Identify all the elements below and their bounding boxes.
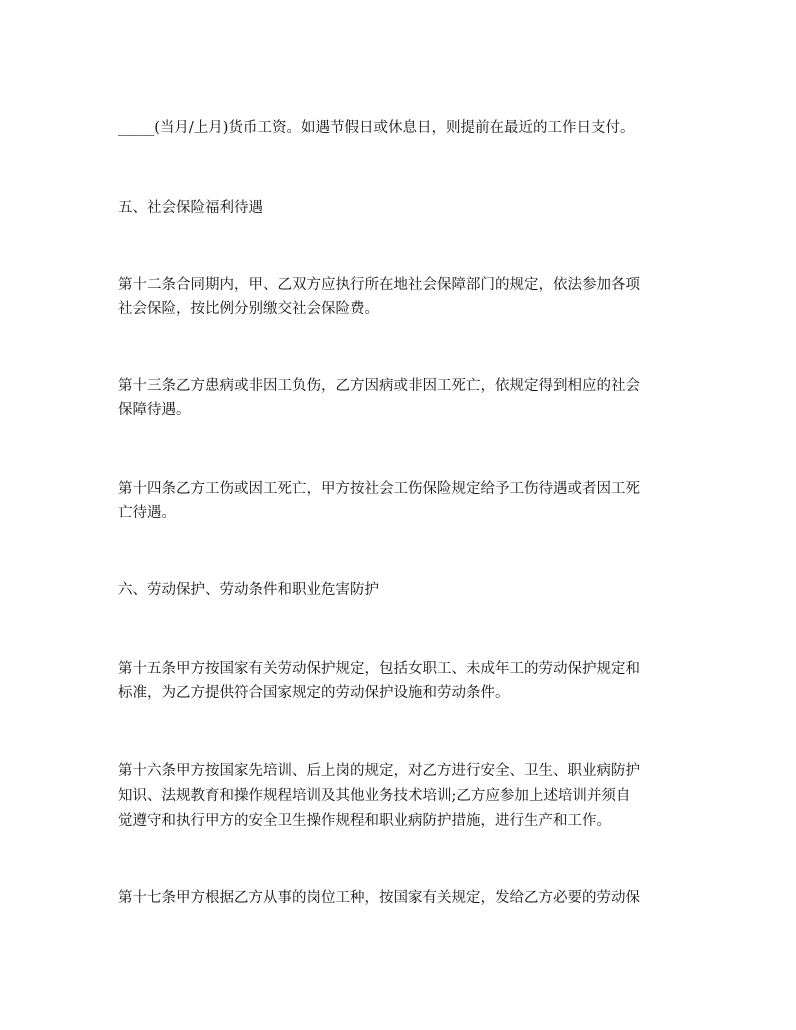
- article-12-line-1: 第十二条合同期内，甲、乙双方应执行所在地社会保障部门的规定，依法参加各项: [118, 277, 640, 293]
- article-14-line-2: 亡待遇。: [118, 505, 176, 521]
- article-17-line-1: 第十七条甲方根据乙方从事的岗位工种，按国家有关规定，发给乙方必要的劳动保: [118, 890, 640, 906]
- article-16-line-3: 觉遵守和执行甲方的安全卫生操作规程和职业病防护措施，进行生产和工作。: [118, 813, 611, 829]
- article-16-line-1: 第十六条甲方按国家先培训、后上岗的规定，对乙方进行安全、卫生、职业病防护: [118, 763, 640, 779]
- article-15-line-2: 标准，为乙方提供符合国家规定的劳动保护设施和劳动条件。: [118, 685, 510, 701]
- article-13-line-2: 保障待遇。: [118, 402, 191, 418]
- article-12-line-2: 社会保险，按比例分别缴交社会保险费。: [118, 301, 379, 317]
- article-16-line-2: 知识、法规教育和操作规程培训及其他业务技术培训;乙方应参加上述培训并须自: [118, 788, 631, 804]
- section-heading-social-insurance: 五、社会保险福利待遇: [118, 200, 263, 216]
- article-14-line-1: 第十四条乙方工伤或因工死亡，甲方按社会工伤保险规定给予工伤待遇或者因工死: [118, 481, 640, 497]
- article-15-line-1: 第十五条甲方按国家有关劳动保护规定，包括女职工、未成年工的劳动保护规定和: [118, 661, 640, 677]
- article-13-line-1: 第十三条乙方患病或非因工负伤，乙方因病或非因工死亡，依规定得到相应的社会: [118, 378, 640, 394]
- text-line-salary-payment: _____(当月/上月)货币工资。如遇节假日或休息日，则提前在最近的工作日支付。: [118, 120, 635, 136]
- section-heading-labor-protection: 六、劳动保护、劳动条件和职业危害防护: [118, 582, 379, 598]
